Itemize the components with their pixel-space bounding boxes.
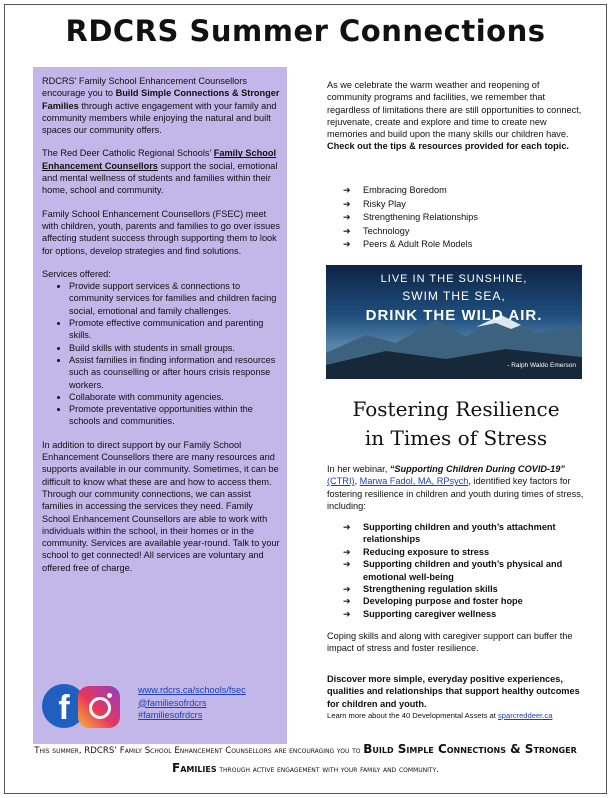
quote-line-1: LIVE IN THE SUNSHINE, [380,273,528,285]
intro-paragraph [42,75,280,136]
quote-line-2: SWIM THE SEA, [402,289,506,303]
list-item: ➔ Reducing exposure to stress [343,546,588,558]
intro-emphasis: Build Simple Connections & Stronger Families [42,88,280,111]
learn-more-line [327,710,585,722]
footer-emphasis: Build Simple Connections & Stronger Families [172,742,577,775]
footer-text: This summer, RDCRS’ Family School Enhancement Counsellors are encouraging you to [34,746,364,756]
list-item: • Provide support services & connections to community services for families and children facing social, emotional and family challenges. [69,280,280,317]
list-item: ➔ Peers & Adult Role Models [343,238,583,252]
mountain-quote-image [326,265,582,379]
celebrate-text: As we celebrate the warm weather and reopening of community programs and facilities, we remember that regardless of limitations there are still opportunities to connect, rejuvenate, create and explore and time to create new memories and build upon the many skills our children have. [327,80,582,140]
footer-banner [20,741,591,779]
hashtag-link[interactable]: #familiesofrdcrs [138,710,203,720]
list-item: ➔ Embracing Boredom [343,184,583,198]
webinar-text-end: , identified key factors for fostering resilience in children and youth during times of stress, including: [327,476,584,511]
list-item: ➔ Supporting children and youth’s attachment relationships [343,521,588,546]
instagram-icon[interactable] [78,686,120,728]
fsec-text-end: support the social, emotional and mental wellness of students and families within their home, school and community. [42,160,278,196]
list-item: • Promote preventative opportunities within the schools and communities. [69,403,280,428]
list-item: • Collaborate with community agencies. [69,391,280,403]
website-link[interactable]: www.rdcrs.ca/schools/fsec [138,685,246,695]
page-title: RDCRS Summer Connections [65,14,546,48]
list-item: ➔ Technology [343,225,583,239]
coping-paragraph: Coping skills and along with caregiver support can buffer the impact of stress and foster resilience. [327,631,573,654]
quote-line-3: DRINK THE WILD AIR. [365,307,543,324]
services-label: Services offered: [42,268,111,279]
webinar-title: “Supporting Children During COVID-19” [389,464,565,474]
list-item: ➔ Supporting caregiver wellness [343,608,588,620]
resources-paragraph: In addition to direct support by our Family School Enhancement Counsellors there are many resources and supports available in our community. Sometimes, it can be difficult to know what these are and how to access them. Through our community connections, we can assist families in accessing the services they need. Family School Enhancement Counsellors are able to work with individuals within the school, in their homes or in the community. Services are available year-round. Talk to your school to get connected! All services are voluntary and offered free of charge. [42,439,280,573]
quote-author: - Ralph Waldo Emerson [507,362,576,369]
intro-text-end: through active engagement with your family and community members while enjoying the natural and built spaces our community offers. [42,100,277,136]
presenter-link[interactable]: Marwa Fadol, MA, RPsych [359,476,469,487]
list-item: ➔ Strengthening Relationships [343,211,583,225]
fsec-paragraph [42,147,280,196]
facebook-icon[interactable]: f [42,684,86,728]
social-links [138,684,246,722]
intro-text: RDCRS’ Family School Enhancement Counsellors encourage you to [42,76,247,99]
resilience-heading [326,395,586,453]
sparc-link[interactable]: sparcreddeer.ca [497,711,553,720]
instagram-handle-link[interactable]: @familiesofrdcrs [138,697,207,708]
list-item: • Assist families in finding information and resources such as counselling or after hours crisis response workers. [69,354,280,391]
left-column-panel [33,67,287,744]
meet-paragraph: Family School Enhancement Counsellors (FSEC) meet with children, youth, parents and families to go over issues affecting student success through supporting them to look for options, develop strategies and find solutions. [42,208,280,256]
ctri-link[interactable]: (CTRI) [327,476,355,487]
fsec-text: The Red Deer Catholic Regional Schools’ [42,148,214,159]
social-media-block [42,684,288,736]
list-item: ➔ Strengthening regulation skills [343,583,588,595]
webinar-paragraph [327,463,585,512]
discover-paragraph: Discover more simple, everyday positive experiences, qualities and relationships that support healthy outcomes for children and youth. [327,674,580,709]
topics-list [343,184,583,252]
factors-list [343,521,588,620]
list-item: ➔ Developing purpose and foster hope [343,595,588,607]
fsec-emphasis: Family School Enhancement Counsellors [42,148,277,171]
heading-line-1: Fostering Resilience [352,397,560,421]
webinar-comma: , [354,476,360,487]
list-item: • Build skills with students in small groups. [69,342,280,354]
list-item: ➔ Risky Play [343,198,583,212]
celebrate-paragraph [327,79,585,153]
list-item: ➔ Supporting children and youth’s physical and emotional well-being [343,558,588,583]
heading-line-2: in Times of Stress [364,426,548,450]
list-item: • Promote effective communication and parenting skills. [69,317,280,342]
footer-text-end: through active engagement with your family and community. [216,765,439,775]
services-list [42,280,280,428]
webinar-text: In her webinar, [327,464,390,474]
learn-text: Learn more about the 40 Developmental Assets at [327,711,498,720]
celebrate-emphasis: Check out the tips & resources provided for each topic. [327,141,569,152]
